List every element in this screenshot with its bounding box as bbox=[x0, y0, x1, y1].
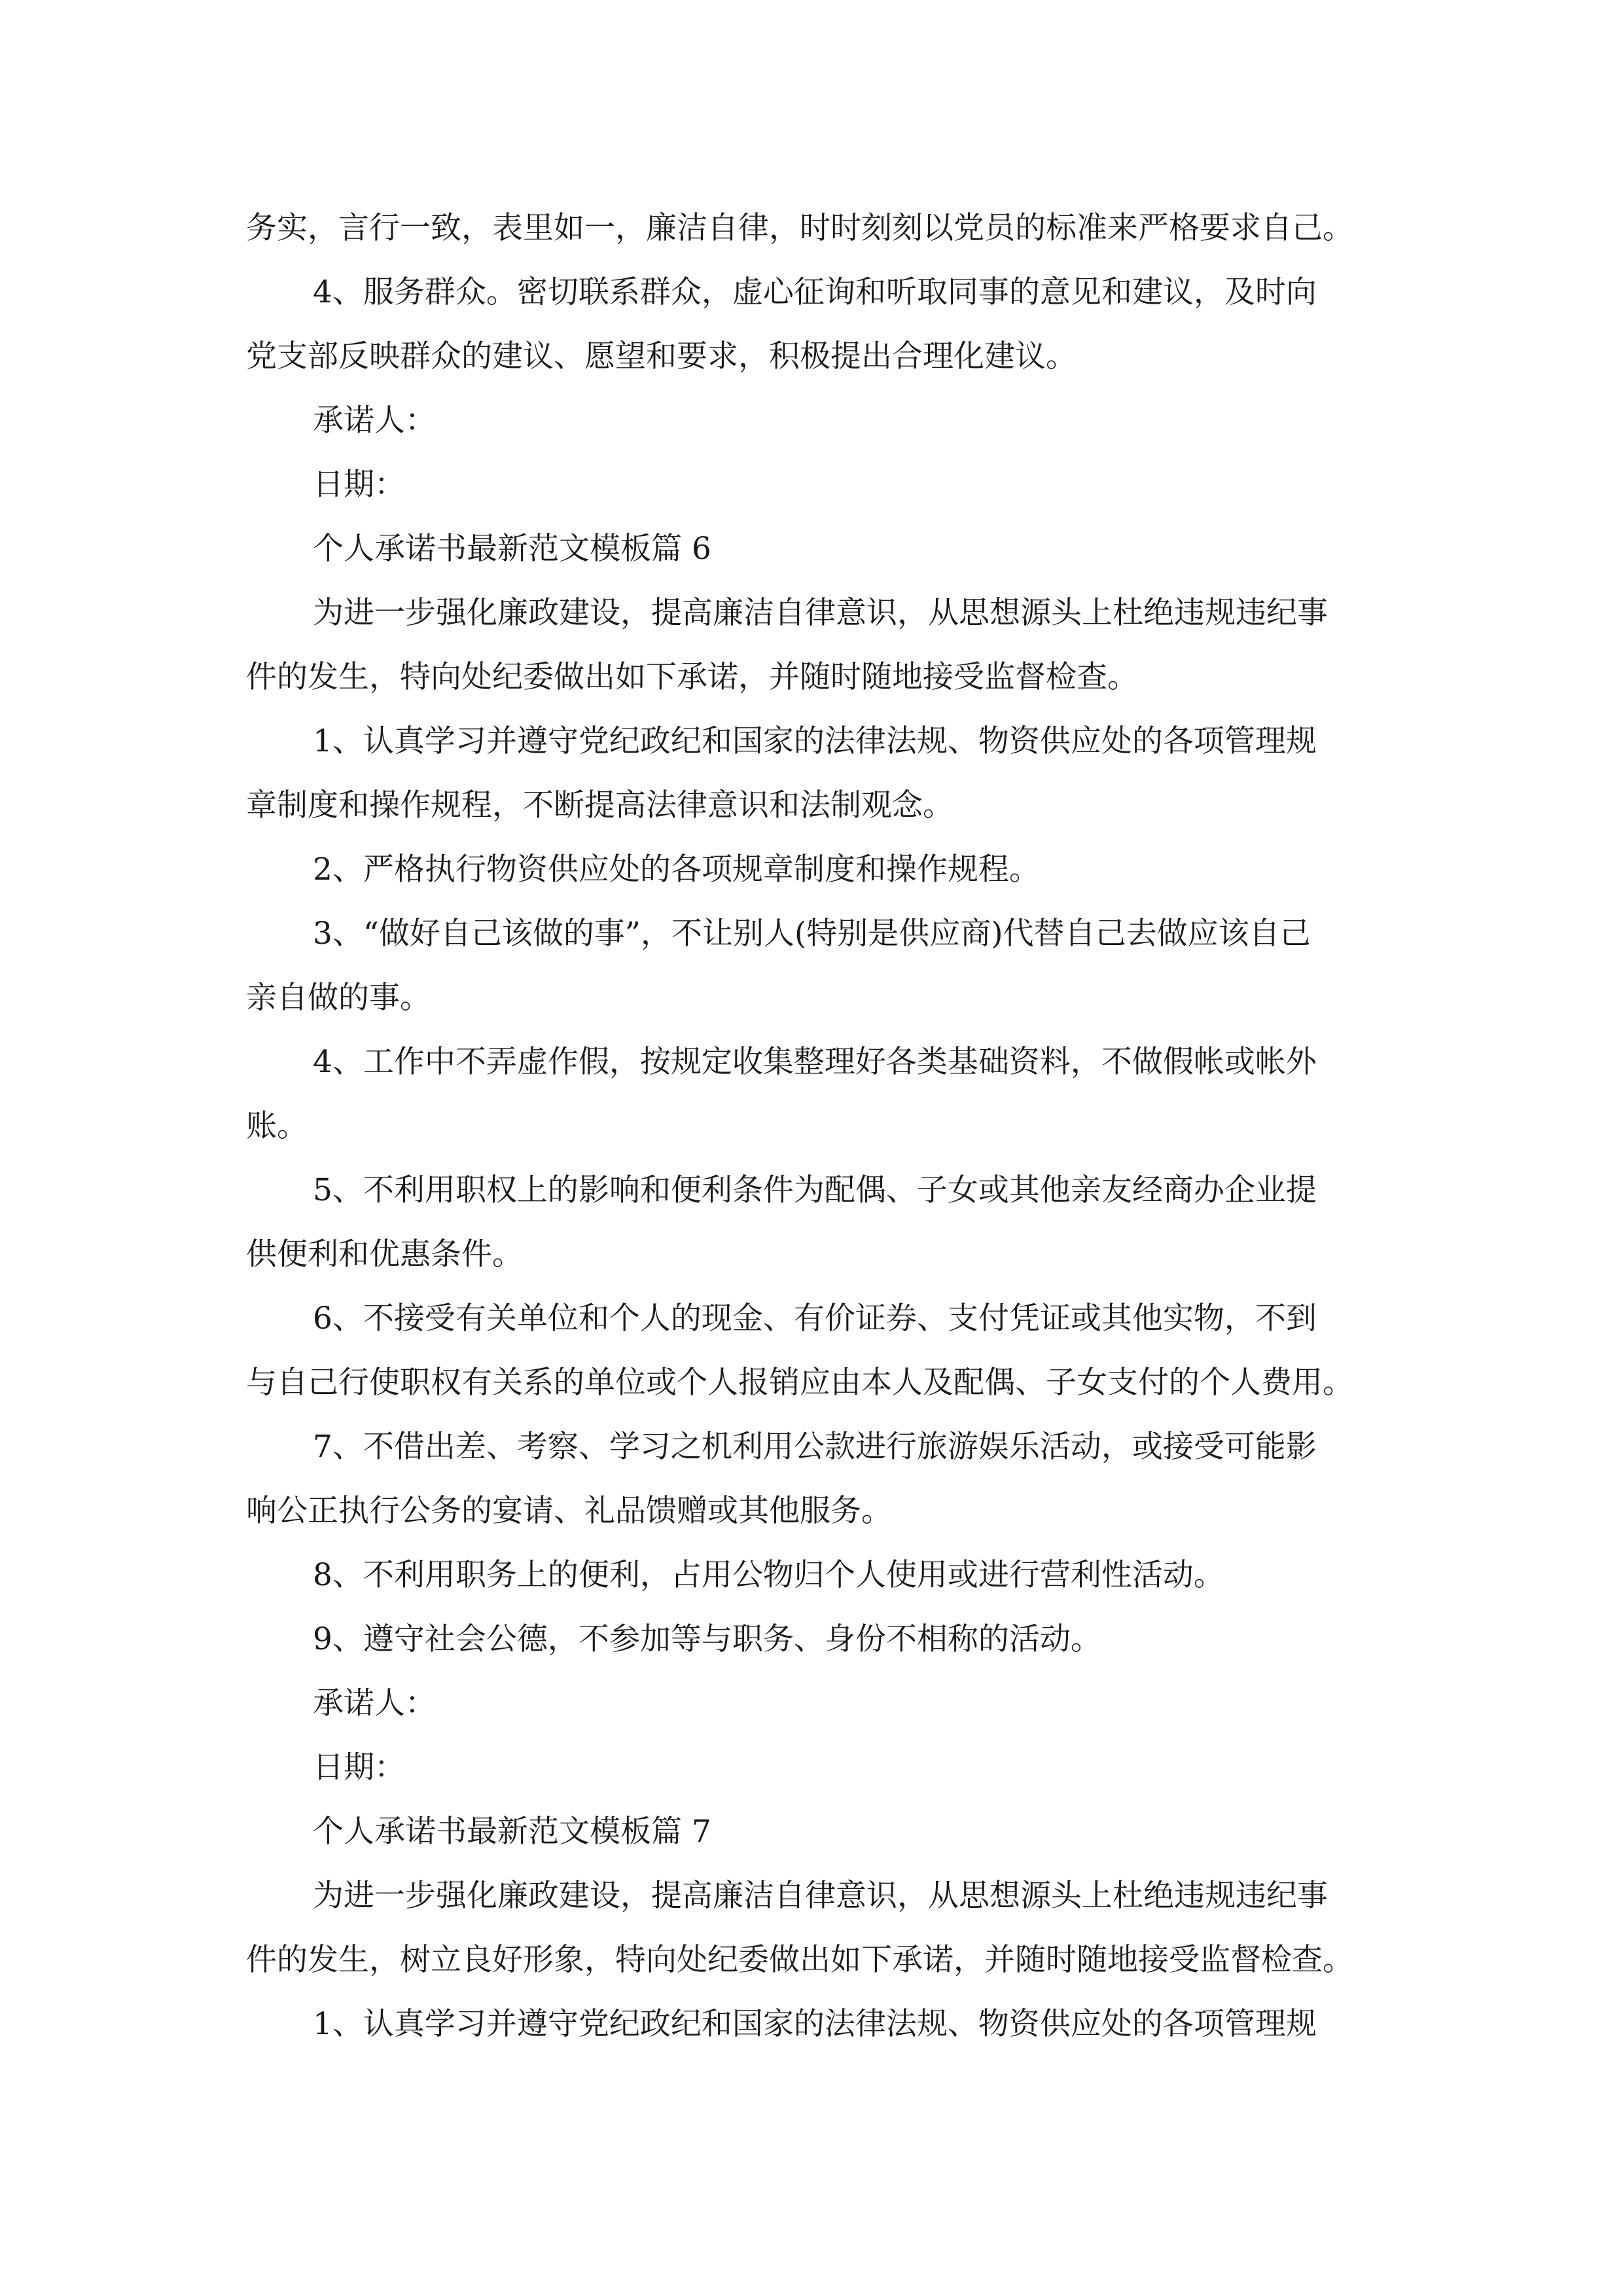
text-line: 响公正执行公务的宴请、礼品馈赠或其他服务。 bbox=[246, 1493, 892, 1529]
text-line: 为进一步强化廉政建设，提高廉洁自律意识，从思想源头上杜绝违规违纪事 bbox=[313, 1878, 1328, 1914]
paragraph bbox=[246, 1287, 1378, 1415]
text-line: 章制度和操作规程，不断提高法律意识和法制观念。 bbox=[246, 787, 954, 823]
text-line: 1、认真学习并遵守党纪政纪和国家的法律法规、物资供应处的各项管理规 bbox=[313, 2006, 1317, 2042]
paragraph bbox=[246, 709, 1378, 838]
paragraph bbox=[246, 1415, 1378, 1543]
text-line: 亲自做的事。 bbox=[246, 980, 431, 1016]
text-line: 承诺人： bbox=[313, 1685, 436, 1721]
text-line: 2、严格执行物资供应处的各项规章制度和操作规程。 bbox=[313, 852, 1040, 888]
text-line: 件的发生，特向处纪委做出如下承诺，并随时随地接受监督检查。 bbox=[246, 659, 1138, 695]
text-line: 与自己行使职权有关系的单位或个人报销应由本人及配偶、子女支付的个人费用。 bbox=[246, 1365, 1353, 1401]
paragraph bbox=[246, 1992, 1378, 2056]
text-line: 务实，言行一致，表里如一，廉洁自律，时时刻刻以党员的标准来严格要求自己。 bbox=[246, 210, 1353, 246]
text-line: 供便利和优惠条件。 bbox=[246, 1236, 523, 1272]
paragraph bbox=[246, 838, 1378, 902]
paragraph bbox=[246, 1158, 1378, 1287]
paragraph bbox=[246, 1543, 1378, 1607]
paragraph bbox=[246, 453, 1378, 517]
text-line: 件的发生，树立良好形象，特向处纪委做出如下承诺，并随时随地接受监督检查。 bbox=[246, 1942, 1353, 1978]
text-line: 党支部反映群众的建议、愿望和要求，积极提出合理化建议。 bbox=[246, 338, 1077, 374]
text-line: 3、“做好自己该做的事”，不让别人(特别是供应商)代替自己去做应该自己 bbox=[313, 916, 1311, 952]
text-line: 5、不利用职权上的影响和便利条件为配偶、子女或其他亲友经商办企业提 bbox=[313, 1172, 1317, 1208]
text-line: 日期： bbox=[313, 467, 405, 503]
text-line: 日期： bbox=[313, 1749, 405, 1785]
text-line: 个人承诺书最新范文模板篇 6 bbox=[313, 531, 711, 567]
document-page bbox=[246, 196, 1378, 2056]
paragraph bbox=[246, 389, 1378, 453]
text-line: 1、认真学习并遵守党纪政纪和国家的法律法规、物资供应处的各项管理规 bbox=[313, 723, 1317, 759]
text-line: 8、不利用职务上的便利，占用公物归个人使用或进行营利性活动。 bbox=[313, 1557, 1224, 1593]
paragraph bbox=[246, 1864, 1378, 1992]
text-line: 承诺人： bbox=[313, 403, 436, 439]
paragraph bbox=[246, 260, 1378, 389]
paragraph bbox=[246, 902, 1378, 1030]
paragraph bbox=[246, 1607, 1378, 1672]
text-line: 7、不借出差、考察、学习之机利用公款进行旅游娱乐活动，或接受可能影 bbox=[313, 1429, 1317, 1465]
paragraph bbox=[246, 1672, 1378, 1736]
paragraph bbox=[246, 196, 1378, 260]
paragraph bbox=[246, 581, 1378, 709]
text-line: 6、不接受有关单位和个人的现金、有价证券、支付凭证或其他实物，不到 bbox=[313, 1300, 1317, 1336]
text-line: 个人承诺书最新范文模板篇 7 bbox=[313, 1814, 711, 1850]
paragraph bbox=[246, 1800, 1378, 1864]
paragraph bbox=[246, 517, 1378, 581]
paragraph bbox=[246, 1030, 1378, 1158]
text-line: 4、服务群众。密切联系群众，虚心征询和听取同事的意见和建议，及时向 bbox=[313, 274, 1317, 310]
text-line: 账。 bbox=[246, 1108, 308, 1144]
paragraph bbox=[246, 1736, 1378, 1800]
text-line: 9、遵守社会公德，不参加等与职务、身份不相称的活动。 bbox=[313, 1621, 1101, 1657]
text-line: 4、工作中不弄虚作假，按规定收集整理好各类基础资料，不做假帐或帐外 bbox=[313, 1044, 1317, 1080]
text-line: 为进一步强化廉政建设，提高廉洁自律意识，从思想源头上杜绝违规违纪事 bbox=[313, 595, 1328, 631]
